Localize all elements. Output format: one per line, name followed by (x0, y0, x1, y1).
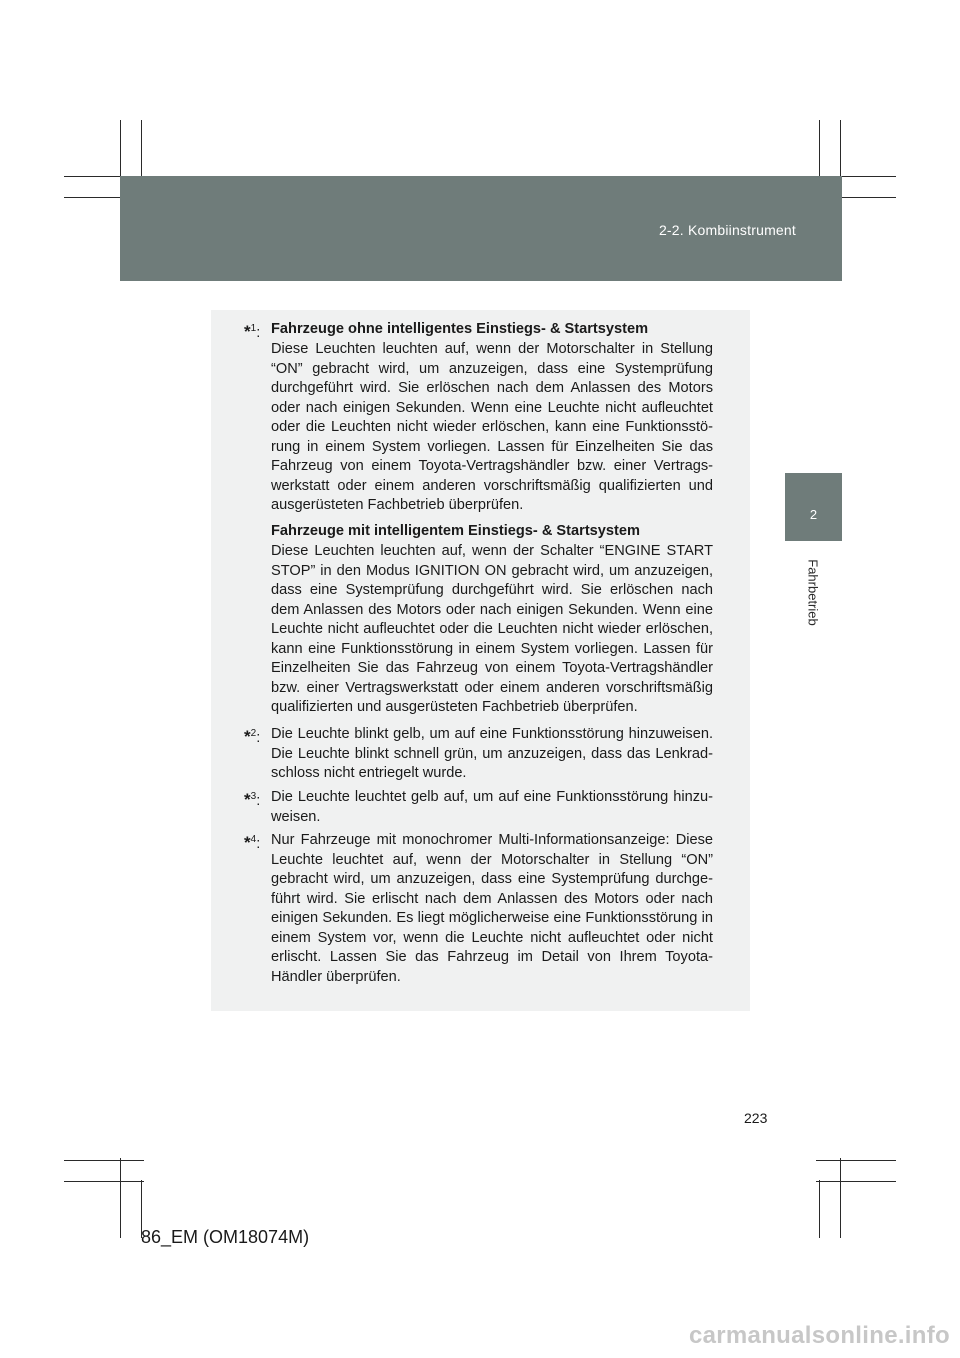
document-code: 86_EM (OM18074M) (141, 1227, 310, 1247)
footnote-marker: *$^4$: (244, 833, 261, 852)
footnote-1-heading-a: Fahrzeuge ohne intelligentes Einstiegs- & Startsystem (271, 321, 649, 337)
crop-mark (840, 1158, 841, 1238)
footnote-1-text-a: Diese Leuchten leuchten auf, wenn der Motorschalter in Stellung “ON” gebracht wird, um anzuzeigen, dass eine Systemprüfung durchgeführt wird. Sie erlöschen nach dem Anlassen des Motors oder nach einigen Sekunden. Wenn eine Leuchte nicht aufleuchtet oder die Leuchten nicht wieder erlöschen, kann eine Funktionsstö-rung in einem System vorliegen. Lassen für Einzelheiten Sie das Fahrzeug von einem Toyota-Vertragshändler bzw. einer Vertrags-werkstatt oder einem anderen vorschriftsmäßig qualifizierten und ausgerüsteten Fachbetrieb überprüfen. (271, 341, 713, 513)
footnote-4-text: Nur Fahrzeuge mit monochromer Multi-Informationsanzeige: Diese Leuchte leuchtet auf, wenn der Motorschalter in Stellung “ON” gebracht wird, um anzuzeigen, dass eine Systemprüfung durchge-führt wird. Sie erlischt nach dem Anlassen des Motors oder nach einigen Sekunden. Es liegt möglicherweise eine Funktionsstörung in einem System vor, wenn die Leuchte nicht aufleuchtet oder nicht erlischt. Lassen Sie das Fahrzeug im Detail von Ihrem Toyota-Händler überprüfen. (271, 832, 713, 985)
page-number: 223 (744, 1110, 768, 1126)
footnote-marker: *$^3$: (244, 790, 261, 809)
footnote-marker: *$^2$: (244, 727, 261, 746)
footnote-2-text: Die Leuchte blinkt gelb, um auf eine Funktionsstörung hinzuweisen. Die Leuchte blinkt schnell grün, um anzuzeigen, dass das Lenkrad-schloss nicht entriegelt wurde. (271, 726, 713, 781)
footnote-3-text: Die Leuchte leuchtet gelb auf, um auf eine Funktionsstörung hinzu-weisen. (271, 789, 713, 825)
crop-mark (120, 1158, 121, 1238)
crop-mark (819, 1180, 820, 1238)
chapter-number: 2 (809, 507, 818, 522)
chapter-label: Fahrbetrieb (805, 559, 821, 626)
footnote-1-heading-b: Fahrzeuge mit intelligentem Einstiegs- & Startsystem (271, 523, 640, 539)
crop-mark (816, 1160, 896, 1161)
site-watermark: carmanualsonline.info (688, 1322, 950, 1349)
crop-mark (816, 1181, 896, 1182)
footnote-marker: *$^1$: (244, 322, 261, 341)
crop-mark (64, 1160, 144, 1161)
crop-mark (64, 1181, 144, 1182)
chapter-tab (785, 473, 842, 541)
section-title: 2-2. Kombiinstrument (658, 222, 796, 238)
section-header (120, 176, 842, 281)
footnote-1-text-b: Diese Leuchten leuchten auf, wenn der Schalter “ENGINE START STOP” in den Modus IGNITION ON gebracht wird, um anzuzeigen, dass eine Systemprüfung durchgeführt wird. Sie erlöschen nach dem Anlassen des Motors oder nach einigen Sekunden. Wenn eine Leuchte nicht aufleuchtet oder die Leuchten nicht wieder erlöschen, kann eine Funktionsstörung in einem System vorliegen. Lassen für Einzelheiten Sie das Fahrzeug von einem Toyota-Vertragshändler bzw. einer Vertragswerkstatt oder einem anderen vorschriftsmäßig qualifizierten und ausgerüsteten Fachbetrieb überprüfen. (271, 543, 713, 715)
